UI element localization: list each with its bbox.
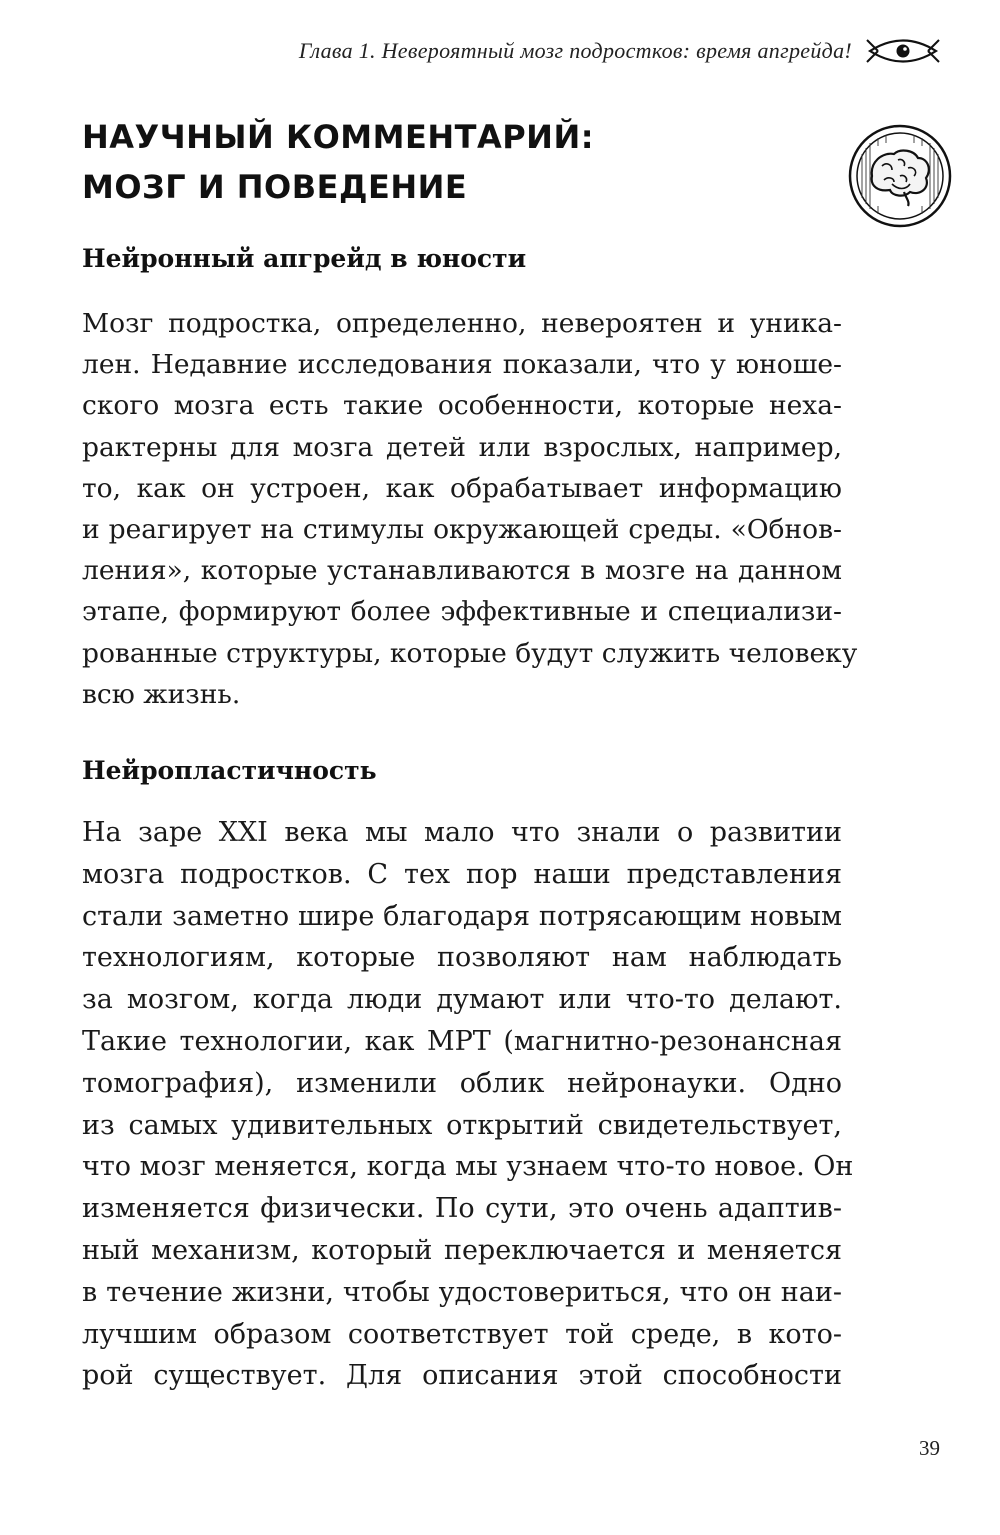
subsection-heading: Нейронный апгрейд в юности [82, 244, 527, 273]
eye-icon [866, 36, 940, 66]
text-line: то, как он устроен, как обрабатывает информацию [82, 472, 842, 504]
text-line: в течение жизни, чтобы удостовериться, что он наи- [82, 1276, 842, 1308]
text-line: рой существует. Для описания этой способности [82, 1360, 842, 1392]
text-line: Мозг подростка, определенно, невероятен и уника- [82, 308, 842, 339]
text-line: ный механизм, который переключается и меняется [82, 1234, 842, 1266]
text-line: томография), изменили облик нейронауки. Одно [82, 1067, 842, 1099]
text-line: всю жизнь. [82, 678, 241, 710]
text-line: лучшим образом соответствует той среде, в кото- [82, 1318, 842, 1350]
section-title-line-2: МОЗГ И ПОВЕДЕНИЕ [82, 168, 468, 206]
text-line: Такие технологии, как МРТ (магнитно-резонансная [82, 1025, 842, 1057]
text-line: ского мозга есть такие особенности, которые неха- [82, 390, 842, 422]
paragraph [82, 303, 858, 715]
text-line: стали заметно шире благодаря потрясающим новым [82, 900, 842, 932]
subsection-heading: Нейропластичность [82, 756, 377, 785]
paragraph [82, 812, 854, 1397]
text-line: из самых удивительных открытий свидетельствует, [82, 1109, 842, 1141]
section-title-line-1: НАУЧНЫЙ КОММЕНТАРИЙ: [82, 118, 595, 156]
text-line: мозга подростков. С тех пор наши представления [82, 858, 842, 890]
text-line: На заре XXI века мы мало что знали о развитии [82, 817, 842, 848]
text-line: изменяется физически. По сути, это очень адаптив- [82, 1193, 842, 1225]
running-head: Глава 1. Невероятный мозг подростков: время апгрейда! [298, 38, 852, 63]
section-title [82, 112, 782, 212]
text-line: рактерны для мозга детей или взрослых, например, [82, 431, 842, 463]
text-line: этапе, формируют более эффективные и специализи- [82, 596, 842, 628]
text-line: лен. Недавние исследования показали, что у юноше- [82, 349, 842, 381]
brain-icon [848, 124, 952, 228]
text-line: ления», которые устанавливаются в мозге на данном [82, 555, 842, 587]
text-line: за мозгом, когда люди думают или что-то делают. [82, 984, 842, 1016]
text-line: рованные структуры, которые будут служить человеку [82, 637, 858, 669]
text-line: что мозг меняется, когда мы узнаем что-то новое. Он [82, 1151, 854, 1183]
text-line: технологиям, которые позволяют нам наблюдать [82, 942, 842, 974]
text-line: и реагирует на стимулы окружающей среды. «Обнов- [82, 513, 842, 545]
page-number: 39 [919, 1436, 940, 1460]
